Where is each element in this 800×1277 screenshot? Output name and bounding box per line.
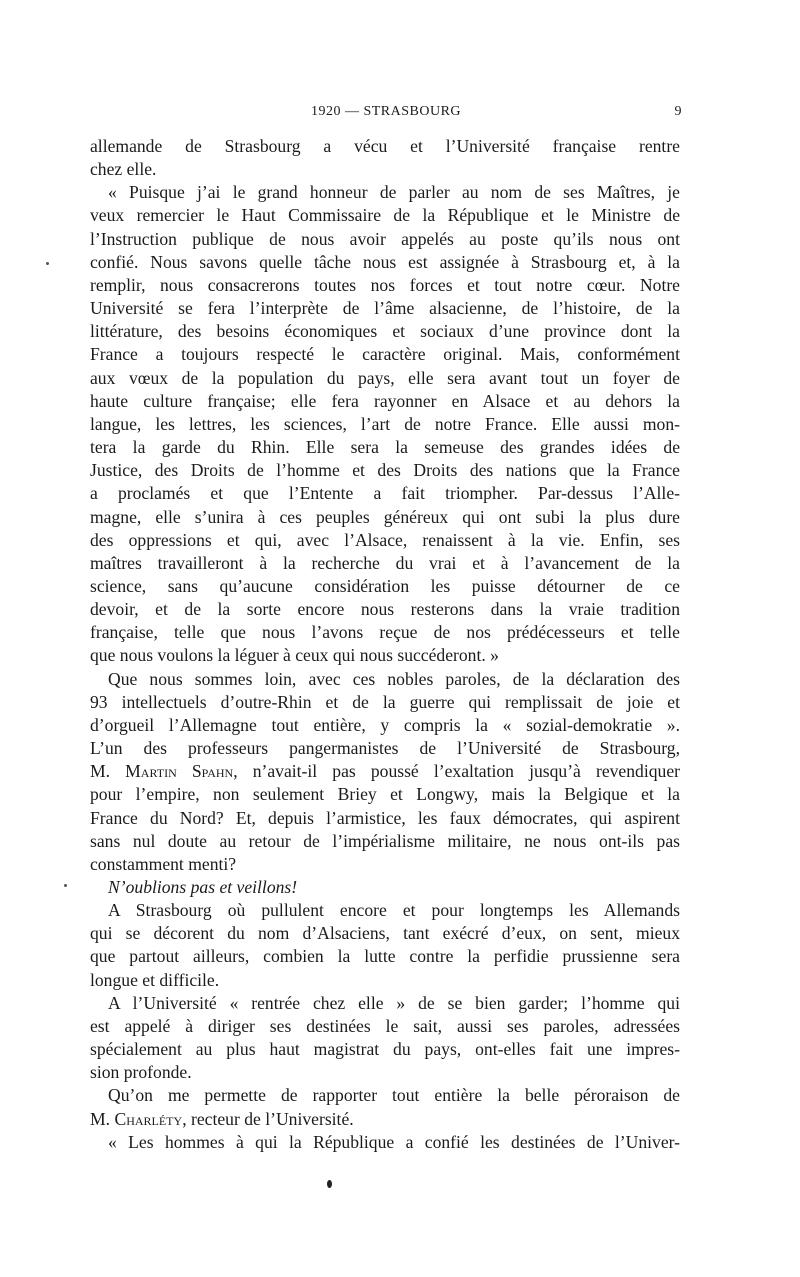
text-line: spécialement au plus haut magistrat du pays, ont-elles fait une impres- [90,1039,680,1060]
paragraph [90,1131,680,1154]
text-line [90,1108,680,1131]
text-line: magne, elle s’unira à ces peuples généreux qui ont subi la plus dure [90,506,680,527]
text-run: , n’avait-il pas poussé l’exaltation jusqu’à revendiquer [233,761,680,782]
text-line: allemande de Strasbourg a vécu et l’Université française rentre [90,136,680,156]
text-line: que nous voulons la léguer à ceux qui nous succéderont. » [90,645,499,666]
text-line: L’un des professeurs pangermanistes de l’Université de Strasbourg, [90,738,680,759]
text-line: littérature, des besoins économiques et sociaux d’une province dont la [90,321,680,342]
text-line: haute culture française; elle fera rayonner en Alsace et au dehors la [90,390,680,411]
text-line [90,760,680,783]
text-line: 93 intellectuels d’outre-Rhin et de la guerre qui remplissait de joie et [90,691,680,712]
person-name: Charléty [114,1108,183,1129]
text-line: Que nous sommes loin, avec ces nobles paroles, de la déclaration des [108,668,680,689]
text-line: langue, les lettres, les sciences, l’art de notre France. Elle aussi mon- [90,413,680,434]
text-line: « Puisque j’ai le grand honneur de parler au nom de ses Maîtres, je [108,182,680,203]
text-line: A l’Université « rentrée chez elle » de se bien garder; l’homme qui [108,992,680,1013]
text-line: veux remercier le Haut Commissaire de la République et le Ministre de [90,205,680,226]
text-line: A Strasbourg où pullulent encore et pour longtemps les Allemands [108,900,680,921]
honorific: M. [90,1108,111,1129]
page-number: 9 [674,104,682,119]
text-line: Justice, des Droits de l’homme et des Droits des nations que la France [90,460,680,481]
text-run: , recteur de l’Université. [182,1108,354,1129]
text-line: devoir, et de la sorte encore nous resterons dans la vraie tradition [90,599,680,620]
text-line: maîtres travailleront à la recherche du vrai et à l’avancement de la [90,552,680,573]
text-line: constamment menti? [90,853,237,874]
text-line: a proclamés et que l’Entente a fait triompher. Par-dessus l’Alle- [90,483,680,504]
text-line: tera la garde du Rhin. Elle sera la semeuse des grandes idées de [90,437,680,458]
paragraph [90,668,680,876]
paragraph [90,899,680,992]
text-line: que partout ailleurs, combien la lutte contre la perfidie prussienne sera [90,946,680,967]
text-line: « Les hommes à qui la République a confié les destinées de l’Univer- [108,1131,680,1152]
text-line: Université se fera l’interprète de l’âme alsacienne, de l’histoire, de la [90,298,680,319]
paragraph [90,135,680,181]
text-line: science, sans qu’aucune considération les puisse détourner de ce [90,575,680,596]
person-name: Martin Spahn [125,761,234,782]
text-line: France du Nord? Et, depuis l’armistice, les faux démocrates, qui aspirent [90,807,680,828]
text-line: sion profonde. [90,1062,192,1083]
text-line: l’Instruction publique de nous avoir appelés au poste qu’ils nous ont [90,228,680,249]
text-line: est appelé à diriger ses destinées le sait, aussi ses paroles, adressées [90,1015,680,1036]
text-line: pour l’empire, non seulement Briey et Longwy, mais la Belgique et la [90,784,680,805]
text-line: remplir, nous consacrerons toutes nos forces et tout notre cœur. Notre [90,274,680,295]
paragraph [90,876,680,899]
running-title: 1920 — STRASBOURG [310,104,462,119]
text-line: aux vœux de la population du pays, elle sera avant tout un foyer de [90,367,680,388]
margin-dot [64,884,67,887]
emphasis-line: N’oublions pas et veillons! [108,877,298,897]
text-line: confié. Nous savons quelle tâche nous est assignée à Strasbourg et, à la [90,251,680,272]
ink-spot [327,1180,332,1188]
paragraph [90,181,680,667]
text-line: France a toujours respecté le caractère original. Mais, conformément [90,344,680,365]
honorific: M. [90,761,111,782]
body-text [90,135,680,1154]
text-line: qui se décorent du nom d’Alsaciens, tant exécré d’eux, on sent, mieux [90,923,680,944]
text-line: Qu’on me permette de rapporter tout entière la belle péroraison de [108,1085,680,1106]
paragraph [90,992,680,1085]
text-line: d’orgueil l’Allemagne tout entière, y compris la « sozial-demokratie ». [90,714,680,735]
paragraph [90,1084,680,1130]
running-header [90,104,682,128]
margin-dot [46,262,49,265]
text-line: longue et difficile. [90,969,220,990]
text-line: française, telle que nous l’avons reçue de nos prédécesseurs et telle [90,622,680,643]
text-line: sans nul doute au retour de l’impérialisme militaire, ne nous ont-ils pas [90,830,680,851]
text-line: chez elle. [90,159,157,180]
text-line: des oppressions et qui, avec l’Alsace, renaissent à la vie. Enfin, ses [90,529,680,550]
